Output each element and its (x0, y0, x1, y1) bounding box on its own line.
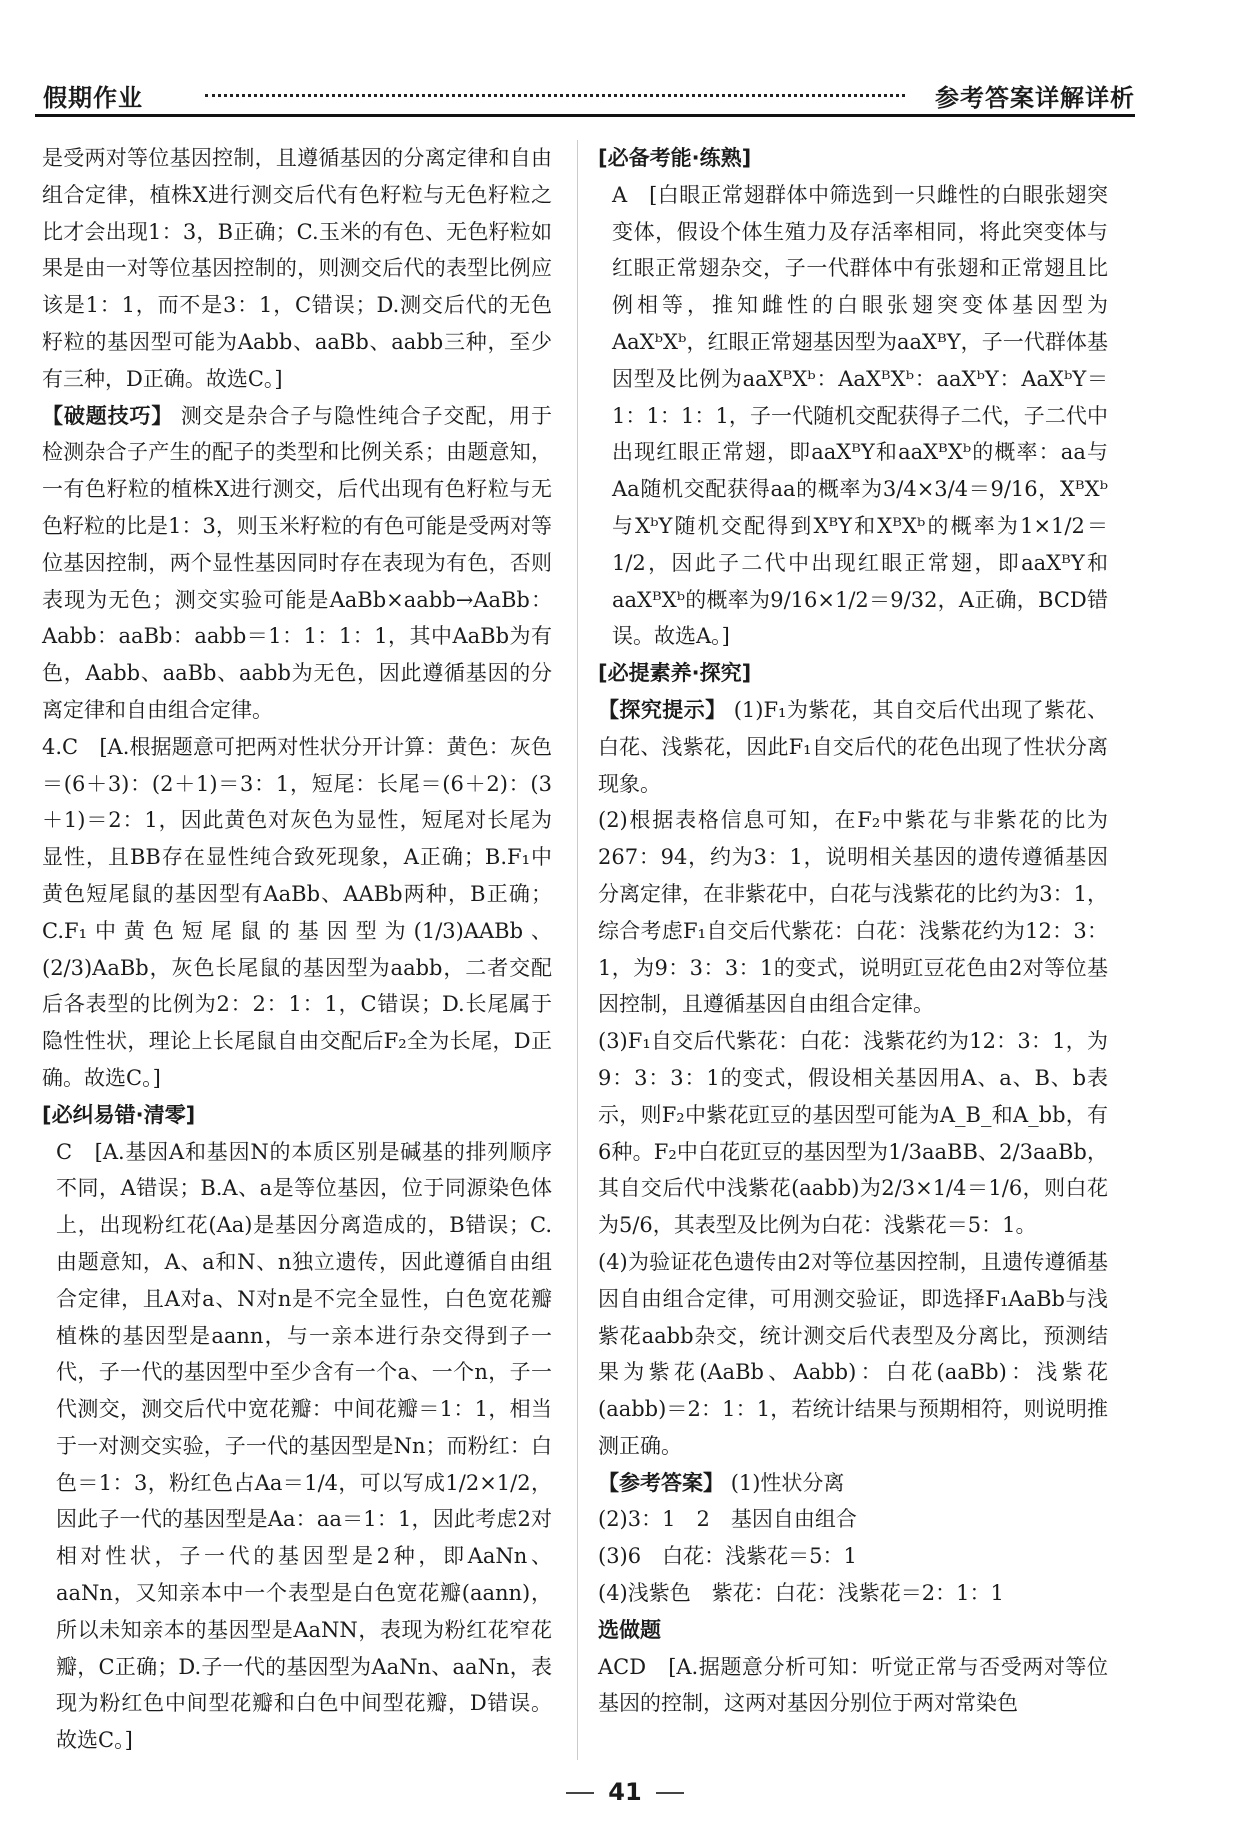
right-paragraph-3: (2)根据表格信息可知，在F₂中紫花与非紫花的比为267：94，约为3：1，说明相关基因的遗传遵循基因分离定律，在非紫花中，白花与浅紫花的比约为3：1，综合考虑F₁自交后代紫花：白花：浅紫花约为12：3：1，为9：3：3：1的变式，说明豇豆花色由2对等位基因控制，且遵循基因自由组合定律。 (598, 808, 1108, 1017)
answer-tag: 【参考答案】 (598, 1470, 724, 1495)
section-heading-text: [必纠易错·清零] (42, 1102, 196, 1127)
answer-line-2: (2)3：1 2 基因自由组合 (598, 1507, 857, 1532)
answer-line-1 (598, 1465, 1108, 1502)
left-paragraph-2 (42, 398, 552, 729)
left-paragraph-1: 是受两对等位基因控制，且遵循基因的分离定律和自由组合定律，植株X进行测交后代有色籽粒与无色籽粒之比才会出现1：3，B正确；C.玉米的有色、无色籽粒如果是由一对等位基因控制的，则测交后代的表型比例应该是1：1，而不是3：1，C错误；D.测交后代的无色籽粒的基因型可能为Aabb、aaBb、aabb三种，至少有三种，D正确。故选C。] (42, 146, 552, 391)
header-left-title: 假期作业 (43, 84, 143, 112)
answer-line-3: (3)6 白花：浅紫花＝5：1 (598, 1544, 857, 1569)
section-heading-explore (598, 655, 1108, 692)
header-right-title: 参考答案详解详析 (935, 84, 1135, 112)
left-paragraph-4: C [A.基因A和基因N的本质区别是碱基的排列顺序不同，A错误；B.A、a是等位基因，位于同源染色体上，出现粉红花(Aa)是基因分离造成的，B错误；C.由题意知，A、a和N、n独立遗传，因此遵循自由组合定律，且A对a、N对n是不完全显性，白色宽花瓣植株的基因型是aann，与一亲本进行杂交得到子一代，子一代的基因型中至少含有一个a、一个n，子一代测交，测交后代中宽花瓣：中间花瓣＝1：1，相当于一对测交实验，子一代的基因型是Nn；而粉红：白色＝1：3，粉红色占Aa＝1/4，可以写成1/2×1/2，因此子一代的基因型是Aa：aa＝1：1，因此考虑2对相对性状，子一代的基因型是2种，即AaNn、aaNn，又知亲本中一个表型是白色宽花瓣(aann)，所以未知亲本的基因型是AaNN，表现为粉红花窄花瓣，C正确；D.子一代的基因型为AaNn、aaNn，表现为粉红色中间型花瓣和白色中间型花瓣，D错误。故选C。] (56, 1139, 552, 1753)
right-paragraph-1: A [白眼正常翅群体中筛选到一只雌性的白眼张翅突变体，假设个体生殖力及存活率相同，将此突变体与红眼正常翅杂交，子一代群体中有张翅和正常翅且比例相等，推知雌性的白眼张翅突变体基因型为AaXᵇXᵇ，红眼正常翅基因型为aaXᴮY，子一代群体基因型及比例为aaXᴮXᵇ：AaXᴮXᵇ：aaXᵇY：AaXᵇY＝1：1：1：1，子一代随机交配获得子二代，子二代中出现红眼正常翅，即aaXᴮY和aaXᴮXᵇ的概率：aa与Aa随机交配获得aa的概率为3/4×3/4＝9/16，XᴮXᵇ与XᵇY随机交配得到XᴮY和XᴮXᵇ的概率为1×1/2＝1/2，因此子二代中出现红眼正常翅，即aaXᴮY和aaXᴮXᵇ的概率为9/16×1/2＝9/32，A正确，BCD错误。故选A。] (612, 182, 1108, 649)
section-heading-text: [必提素养·探究] (598, 661, 752, 686)
page-footer (0, 1778, 1250, 1806)
right-paragraph-6: ACD [A.据题意分析可知：听觉正常与否受两对等位基因的控制，这两对基因分别位于两对常染色 (598, 1654, 1108, 1716)
left-paragraph-3: 4.C [A.根据题意可把两对性状分开计算：黄色：灰色＝(6＋3)：(2＋1)＝3：1，短尾：长尾＝(6＋2)：(3＋1)＝2：1，因此黄色对灰色为显性，短尾对长尾为显性，且BB存在显性纯合致死现象，A正确；B.F₁中黄色短尾鼠的基因型有AaBb、AABb两种，B正确；C.F₁中黄色短尾鼠的基因型为(1/3)AABb、(2/3)AaBb，灰色长尾鼠的基因型为aabb，二者交配后各表型的比例为2：2：1：1，C错误；D.长尾属于隐性性状，理论上长尾鼠自由交配后F₂全为长尾，D正确。故选C。] (42, 734, 552, 1090)
section-heading-optional: 选做题 (598, 1617, 661, 1642)
right-paragraph-5: (4)为验证花色遗传由2对等位基因控制，且遗传遵循基因自由组合定律，可用测交验证，即选择F₁AaBb与浅紫花aabb杂交，统计测交后代表型及分离比，预测结果为紫花(AaBb、Aabb)：白花(aaBb)：浅紫花(aabb)＝2：1：1，若统计结果与预期相符，则说明推测正确。 (598, 1249, 1108, 1458)
right-paragraph-4: (3)F₁自交后代紫花：白花：浅紫花约为12：3：1，为9：3：3：1的变式，假设相关基因用A、a、B、b表示，则F₂中紫花豇豆的基因型可能为A_B_和A_bb，有6种。F₂中白花豇豆的基因型为1/3aaBB、2/3aaBb，其自交后代中浅紫花(aabb)为2/3×1/4＝1/6，则白花为5/6，其表型及比例为白花：浅紫花＝5：1。 (598, 1029, 1108, 1238)
footer-dash-left (566, 1792, 594, 1794)
left-column (42, 140, 552, 1759)
right-column (598, 140, 1108, 1722)
header-rule (35, 114, 1135, 117)
answer-line-4: (4)浅紫色 紫花：白花：浅紫花＝2：1：1 (598, 1581, 1004, 1606)
right-paragraph-2 (598, 692, 1108, 802)
footer-dash-right (656, 1792, 684, 1794)
tip-tag: 【破题技巧】 (42, 403, 174, 428)
tip-text: 测交是杂合子与隐性纯合子交配，用于检测杂合子产生的配子的类型和比例关系；由题意知，一有色籽粒的植株X进行测交，后代出现有色籽粒与无色籽粒的比是1：3，则玉米籽粒的有色可能是受两对等位基因控制，两个显性基因同时存在表现为有色，否则表现为无色；测交实验可能是AaBb×aabb→AaBb：Aabb：aaBb：aabb＝1：1：1：1，其中AaBb为有色，Aabb、aaBb、aabb为无色，因此遵循基因的分离定律和自由组合定律。 (42, 403, 553, 722)
page-header (35, 70, 1135, 112)
column-divider (577, 140, 578, 1760)
section-heading-text: [必备考能·练熟] (598, 146, 752, 170)
page-number: 41 (608, 1778, 642, 1806)
header-dotted-line (205, 94, 905, 97)
answer-1: (1)性状分离 (730, 1470, 845, 1495)
section-heading-ability (598, 140, 1108, 177)
section-heading-correction (42, 1097, 552, 1134)
explore-text: (1)F₁为紫花，其自交后代出现了紫花、白花、浅紫花，因此F₁自交后代的花色出现了性状分离现象。 (598, 697, 1108, 796)
explore-tag: 【探究提示】 (598, 697, 727, 722)
